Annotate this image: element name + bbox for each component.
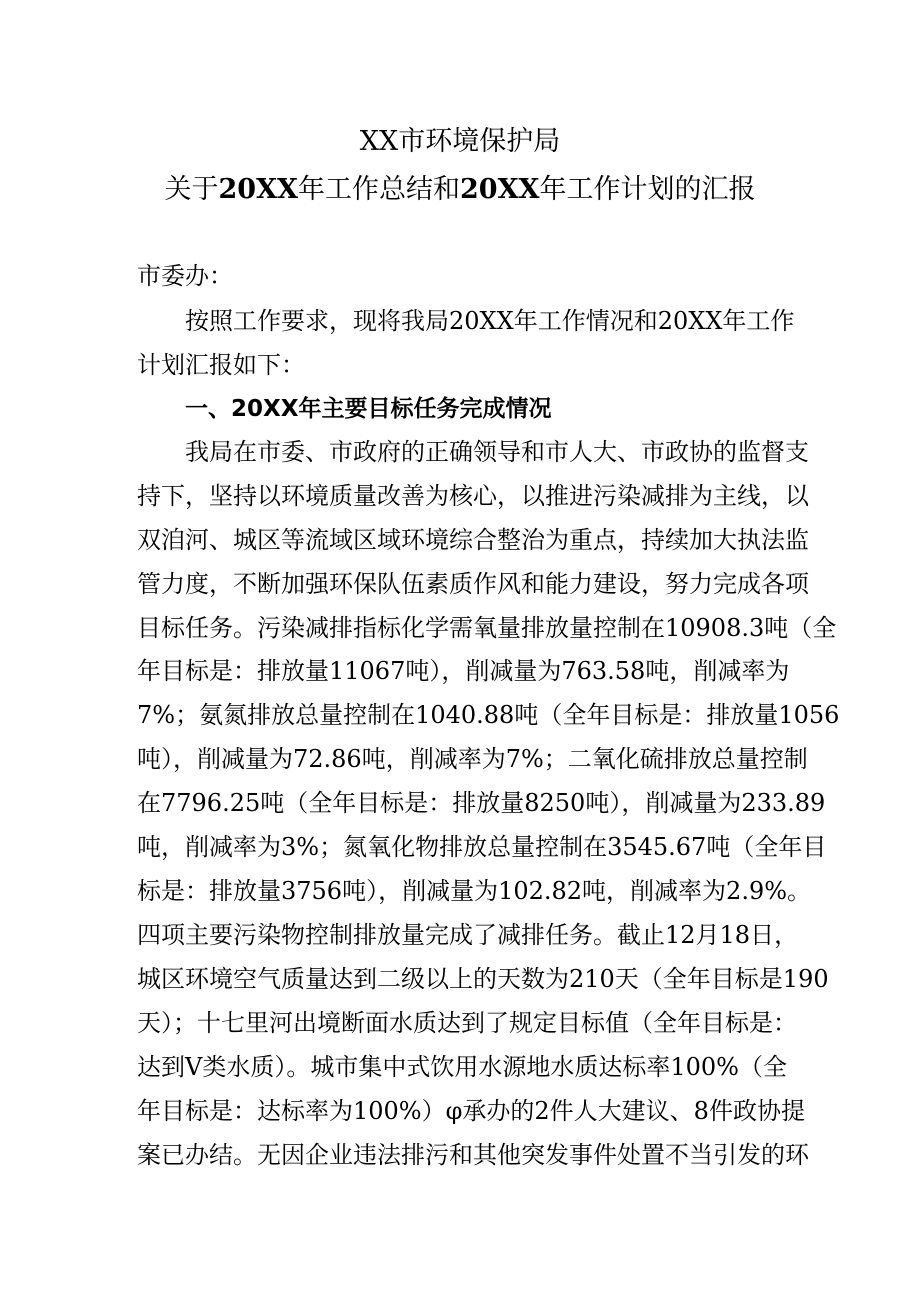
body-line: 四项主要污染物控制排放量完成了减排任务。截止12月18日， (137, 921, 799, 949)
body-line: 达到V类水质）。城市集中式饮用水源地水质达标率100%（全 (137, 1053, 787, 1081)
document-title-subject (0, 172, 920, 208)
title-part: 年工作计划的汇报 (539, 174, 756, 205)
section-heading: 一、20XX年主要目标任务完成情况 (185, 396, 552, 422)
body-line: 天）；十七里河出境断面水质达到了规定目标值（全年目标是： (137, 1009, 797, 1037)
document-title-org: XX市环境保护局 (359, 126, 561, 157)
title-part: 年工作总结和 (298, 174, 460, 205)
intro-line: 计划汇报如下： (137, 351, 305, 379)
body-line: 管力度，不断加强环保队伍素质作风和能力建设，努力完成各项 (137, 570, 809, 598)
title-year: 20XX (218, 174, 298, 205)
body-line: 年目标是：排放量11067吨），削减量为763.58吨，削减率为 (137, 657, 790, 685)
body-line: 我局在市委、市政府的正确领导和市人大、市政协的监督支 (185, 438, 809, 466)
body-line: 标是：排放量3756吨），削减量为102.82吨，削减率为2.9%。 (137, 877, 812, 905)
body-line: 吨），削减量为72.86吨，削减率为7%；二氧化硫排放总量控制 (137, 745, 808, 773)
body-line: 7%；氨氮排放总量控制在1040.88吨（全年目标是：排放量1056 (137, 701, 840, 729)
body-line: 在7796.25吨（全年目标是：排放量8250吨），削减量为233.89 (137, 789, 826, 817)
body-line: 吨，削减率为3%；氮氧化物排放总量控制在3545.67吨（全年目 (137, 833, 827, 861)
salutation: 市委办： (137, 262, 233, 290)
title-part: 关于 (164, 174, 219, 205)
title-year: 20XX (460, 174, 540, 205)
body-line: 双洎河、城区等流域区域环境综合整治为重点，持续加大执法监 (137, 526, 809, 554)
body-line: 持下，坚持以环境质量改善为核心，以推进污染减排为主线，以 (137, 482, 809, 510)
body-line: 目标任务。污染减排指标化学需氧量排放量控制在10908.3吨（全 (137, 614, 837, 642)
body-line: 年目标是：达标率为100%）φ承办的2件人大建议、8件政协提 (137, 1097, 805, 1125)
body-line: 城区环境空气质量达到二级以上的天数为210天（全年目标是190 (137, 965, 829, 993)
intro-line: 按照工作要求，现将我局20XX年工作情况和20XX年工作 (185, 307, 795, 335)
body-line: 案已办结。无因企业违法排污和其他突发事件处置不当引发的环 (137, 1141, 809, 1169)
